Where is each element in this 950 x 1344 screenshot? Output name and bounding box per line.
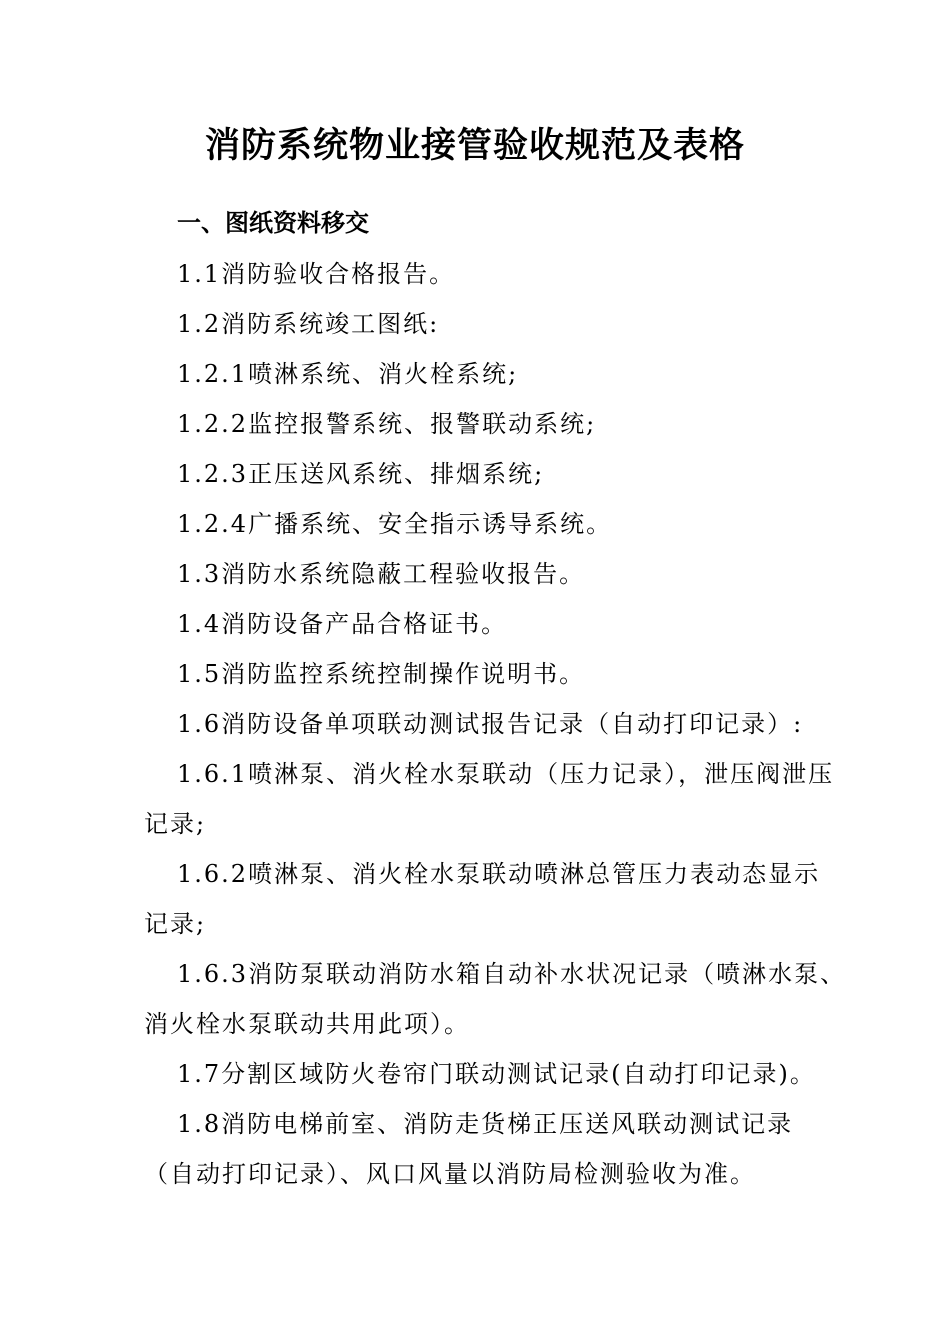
item-1-2: 1.2消防系统竣工图纸: [177, 310, 440, 338]
item-1-6-2-continued: 记录; [144, 910, 207, 938]
item-1-2-4: 1.2.4广播系统、安全指示诱导系统。 [177, 510, 613, 538]
item-1-2-2: 1.2.2监控报警系统、报警联动系统; [177, 410, 597, 438]
item-1-7: 1.7分割区域防火卷帘门联动测试记录(自动打印记录)。 [177, 1060, 816, 1088]
item-1-6: 1.6消防设备单项联动测试报告记录（自动打印记录）: [177, 710, 804, 738]
item-1-6-3-continued: 消火栓水泵联动共用此项）。 [144, 1010, 470, 1038]
item-1-6-2: 1.6.2喷淋泵、消火栓水泵联动喷淋总管压力表动态显示 [177, 860, 821, 888]
item-1-6-1-continued: 记录; [144, 810, 207, 838]
item-1-6-3: 1.6.3消防泵联动消防水箱自动补水状况记录（喷淋水泵、 [177, 960, 847, 988]
item-1-8: 1.8消防电梯前室、消防走货梯正压送风联动测试记录 [177, 1110, 794, 1138]
section-heading: 一、图纸资料移交 [177, 209, 369, 237]
item-1-4: 1.4消防设备产品合格证书。 [177, 610, 508, 638]
item-1-1: 1.1消防验收合格报告。 [177, 260, 456, 288]
document-title: 消防系统物业接管验收规范及表格 [204, 125, 745, 166]
item-1-2-1: 1.2.1喷淋系统、消火栓系统; [177, 360, 519, 388]
item-1-5: 1.5消防监控系统控制操作说明书。 [177, 660, 586, 688]
item-1-2-3: 1.2.3正压送风系统、排烟系统; [177, 460, 545, 488]
item-1-6-1: 1.6.1喷淋泵、消火栓水泵联动（压力记录），泄压阀泄压 [177, 760, 835, 788]
item-1-3: 1.3消防水系统隐蔽工程验收报告。 [177, 560, 586, 588]
item-1-8-continued: （自动打印记录）、风口风量以消防局检测验收为准。 [144, 1160, 756, 1188]
